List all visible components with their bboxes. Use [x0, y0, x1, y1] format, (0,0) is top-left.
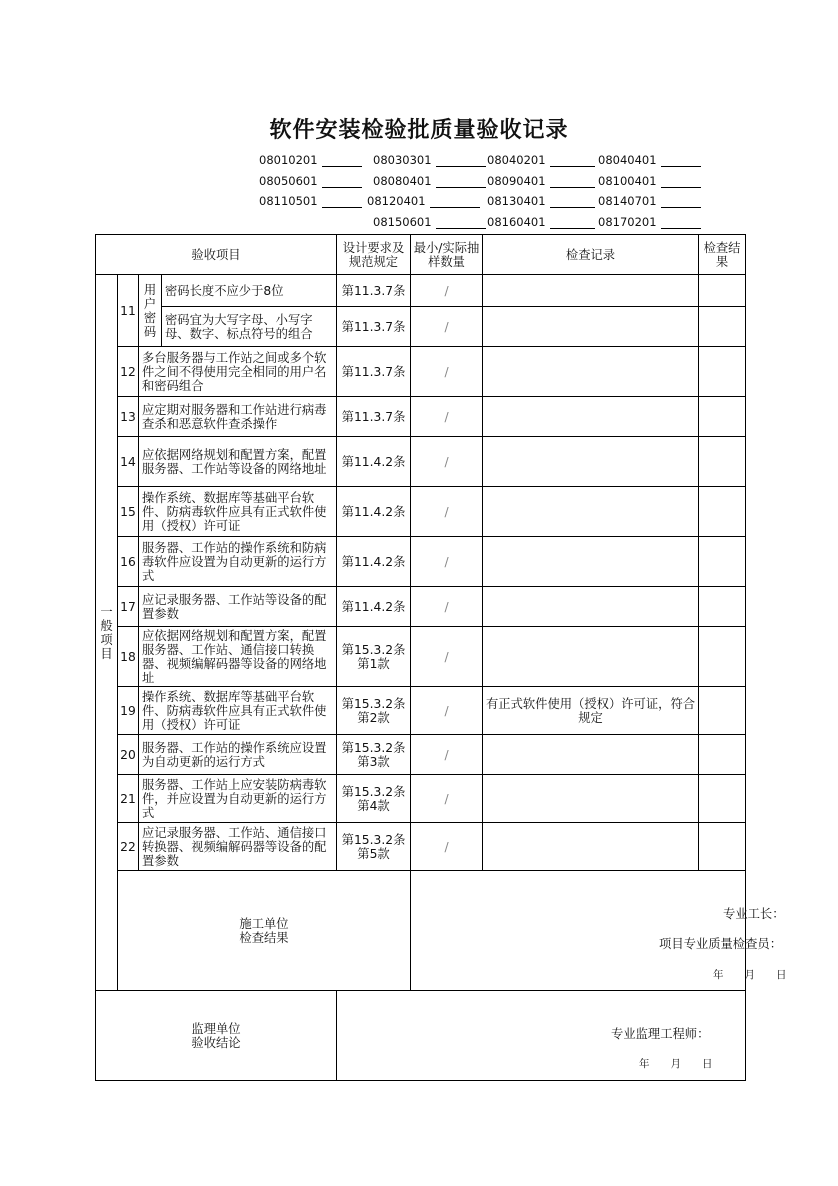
row-sample: /: [411, 537, 483, 587]
code-item: 08110501: [259, 194, 362, 210]
code-item: 08130401: [487, 194, 595, 210]
row-record[interactable]: [483, 587, 699, 627]
code-item: 08080401: [373, 174, 486, 190]
row-sample: /: [411, 627, 483, 687]
row-result[interactable]: [699, 537, 746, 587]
row-number: 11: [118, 275, 139, 347]
row-number: 19: [118, 687, 139, 735]
row-number: 16: [118, 537, 139, 587]
header-item: 验收项目: [96, 235, 337, 275]
header-record: 检查记录: [483, 235, 699, 275]
row-description: 应依据网络规划和配置方案，配置服务器、工作站、通信接口转换器、视频编解码器等设备的网络地址: [139, 627, 337, 687]
table-row: [96, 823, 746, 871]
row-number: 22: [118, 823, 139, 871]
row-number: 17: [118, 587, 139, 627]
table-row: [96, 627, 746, 687]
header-result: 检查结果: [699, 235, 746, 275]
foreman-label: 专业工长：: [723, 907, 785, 921]
row-spec: 第15.3.2条第1款: [337, 627, 411, 687]
table-row: [96, 397, 746, 437]
table-row: [96, 587, 746, 627]
row-description: 密码长度不应少于8位: [162, 275, 337, 307]
row-record[interactable]: [483, 627, 699, 687]
table-row: [96, 307, 746, 347]
row-number: 21: [118, 775, 139, 823]
table-row: [96, 275, 746, 307]
table-row: [96, 775, 746, 823]
row-record[interactable]: 有正式软件使用（授权）许可证，符合规定: [483, 687, 699, 735]
table-row: [96, 487, 746, 537]
row-sample: /: [411, 587, 483, 627]
row-description: 应记录服务器、工作站、通信接口转换器、视频编解码器等设备的配置参数: [139, 823, 337, 871]
code-item: 08040201: [487, 153, 595, 169]
row-number: 13: [118, 397, 139, 437]
code-item: 08030301: [373, 153, 486, 169]
row-spec: 第11.4.2条: [337, 487, 411, 537]
row-spec: 第15.3.2条第3款: [337, 735, 411, 775]
group-label: 一 般 项 目: [96, 275, 118, 991]
row-spec: 第11.3.7条: [337, 307, 411, 347]
construction-signature[interactable]: [411, 871, 787, 991]
code-item: 08160401: [487, 215, 595, 231]
code-item: 08150601: [373, 215, 486, 231]
header-sample: 最小/实际抽样数量: [411, 235, 483, 275]
supervision-signature[interactable]: [337, 991, 746, 1081]
row-description: 密码宜为大写字母、小写字母、数字、标点符号的组合: [162, 307, 337, 347]
table-row: [96, 687, 746, 735]
row-number: 15: [118, 487, 139, 537]
code-item: 08120401: [367, 194, 480, 210]
table-row: [96, 735, 746, 775]
table-row: [96, 347, 746, 397]
table-row: [96, 437, 746, 487]
table-row: [96, 537, 746, 587]
row-number: 18: [118, 627, 139, 687]
row-spec: 第11.4.2条: [337, 437, 411, 487]
construction-date: 年 月 日: [713, 969, 787, 981]
page-title: 软件安装检验批质量验收记录: [269, 117, 569, 143]
row-result[interactable]: [699, 347, 746, 397]
header-spec: 设计要求及规范规定: [337, 235, 411, 275]
row-result[interactable]: [699, 397, 746, 437]
row-sample: /: [411, 735, 483, 775]
row-result[interactable]: [699, 487, 746, 537]
row-record[interactable]: [483, 307, 699, 347]
sub-label: 用 户 密 码: [139, 275, 162, 347]
row-sample: /: [411, 347, 483, 397]
row-spec: 第11.3.7条: [337, 397, 411, 437]
row-record[interactable]: [483, 437, 699, 487]
row-sample: /: [411, 823, 483, 871]
row-result[interactable]: [699, 627, 746, 687]
supervision-date: 年 月 日: [639, 1058, 713, 1070]
row-record[interactable]: [483, 275, 699, 307]
code-item: 08050601: [259, 174, 362, 190]
row-result[interactable]: [699, 775, 746, 823]
row-description: 多台服务器与工作站之间或多个软件之间不得使用完全相同的用户名和密码组合: [139, 347, 337, 397]
inspection-table: [95, 234, 787, 1081]
row-record[interactable]: [483, 487, 699, 537]
row-number: 12: [118, 347, 139, 397]
row-result[interactable]: [699, 437, 746, 487]
row-description: 应记录服务器、工作站等设备的配置参数: [139, 587, 337, 627]
row-spec: 第15.3.2条第5款: [337, 823, 411, 871]
code-item: 08010201: [259, 153, 362, 169]
row-result[interactable]: [699, 275, 746, 307]
row-number: 20: [118, 735, 139, 775]
construction-label: 施工单位 检查结果: [118, 871, 411, 991]
row-spec: 第11.4.2条: [337, 587, 411, 627]
engineer-label: 专业监理工程师：: [611, 1027, 710, 1041]
row-record[interactable]: [483, 735, 699, 775]
row-result[interactable]: [699, 307, 746, 347]
row-description: 应依据网络规划和配置方案，配置服务器、工作站等设备的网络地址: [139, 437, 337, 487]
row-sample: /: [411, 275, 483, 307]
row-spec: 第15.3.2条第2款: [337, 687, 411, 735]
row-record[interactable]: [483, 397, 699, 437]
code-item: 08140701: [598, 194, 701, 210]
row-record[interactable]: [483, 823, 699, 871]
row-description: 操作系统、数据库等基础平台软件、防病毒软件应具有正式软件使用（授权）许可证: [139, 687, 337, 735]
row-description: 应定期对服务器和工作站进行病毒查杀和恶意软件查杀操作: [139, 397, 337, 437]
row-record[interactable]: [483, 347, 699, 397]
row-spec: 第15.3.2条第4款: [337, 775, 411, 823]
code-item: 08040401: [598, 153, 701, 169]
supervision-label: 监理单位 验收结论: [96, 991, 337, 1081]
row-description: 服务器、工作站的操作系统应设置为自动更新的运行方式: [139, 735, 337, 775]
inspector-label: 项目专业质量检查员：: [659, 937, 782, 951]
row-result[interactable]: [699, 735, 746, 775]
row-description: 服务器、工作站上应安装防病毒软件，并应设置为自动更新的运行方式: [139, 775, 337, 823]
row-description: 服务器、工作站的操作系统和防病毒软件应设置为自动更新的运行方式: [139, 537, 337, 587]
row-number: 14: [118, 437, 139, 487]
row-spec: 第11.3.7条: [337, 347, 411, 397]
row-sample: /: [411, 487, 483, 537]
code-item: 08090401: [487, 174, 595, 190]
row-sample: /: [411, 307, 483, 347]
row-result[interactable]: [699, 687, 746, 735]
row-description: 操作系统、数据库等基础平台软件、防病毒软件应具有正式软件使用（授权）许可证: [139, 487, 337, 537]
row-sample: /: [411, 775, 483, 823]
code-item: 08100401: [598, 174, 701, 190]
row-sample: /: [411, 687, 483, 735]
supervision-block: [96, 991, 746, 1081]
row-spec: 第11.4.2条: [337, 537, 411, 587]
row-result[interactable]: [699, 823, 746, 871]
row-record[interactable]: [483, 775, 699, 823]
row-sample: /: [411, 397, 483, 437]
row-sample: /: [411, 437, 483, 487]
row-result[interactable]: [699, 587, 746, 627]
row-spec: 第11.3.7条: [337, 275, 411, 307]
code-item: 08170201: [598, 215, 701, 231]
construction-block: [96, 871, 746, 991]
row-record[interactable]: [483, 537, 699, 587]
table-header-row: [96, 235, 746, 275]
